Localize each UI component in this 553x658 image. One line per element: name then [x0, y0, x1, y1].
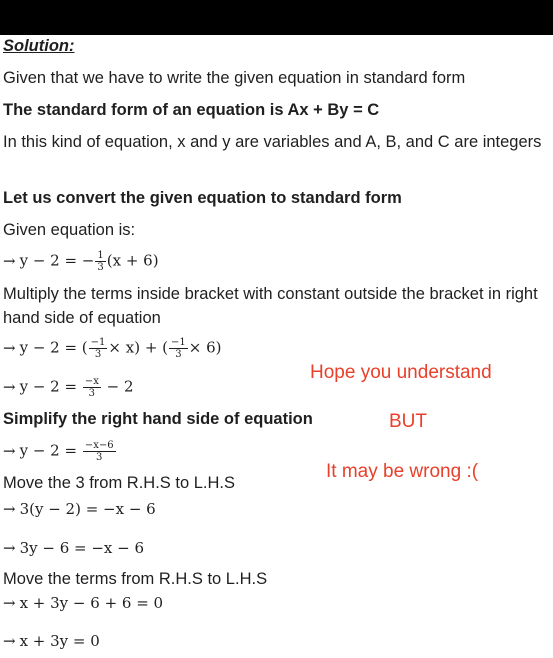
fraction-denominator: 3 — [175, 349, 182, 360]
arrow-icon: → — [3, 338, 16, 357]
fraction-numerator: −1 — [171, 337, 186, 348]
equation-1-rhs: (x + 6) — [106, 251, 159, 270]
fraction — [95, 250, 105, 273]
fraction-denominator: 3 — [97, 262, 104, 273]
equation-6-text: 3y − 6 = −x − 6 — [19, 539, 145, 557]
equation-3-lhs: y − 2 = — [19, 377, 78, 396]
equation-4 — [3, 440, 117, 463]
equation-3 — [3, 376, 134, 399]
equation-5 — [3, 500, 156, 518]
move-terms-text: Move the terms from R.H.S to L.H.S — [3, 570, 268, 588]
arrow-icon: → — [3, 539, 16, 557]
arrow-icon: → — [3, 251, 16, 270]
fraction-numerator: −x−6 — [84, 440, 114, 451]
fraction-denominator: 3 — [88, 388, 96, 399]
arrow-icon: → — [3, 500, 16, 518]
equation-8 — [3, 632, 100, 650]
move-three-text: Move the 3 from R.H.S to L.H.S — [3, 474, 235, 492]
arrow-icon: → — [3, 377, 16, 396]
equation-2 — [3, 337, 222, 360]
fraction — [89, 337, 108, 360]
wrong-annotation: It may be wrong :( — [326, 461, 479, 482]
equation-2-lhs: y − 2 = ( — [19, 338, 88, 357]
fraction — [169, 337, 188, 360]
convert-heading: Let us convert the given equation to standard form — [3, 189, 402, 207]
arrow-icon: → — [3, 441, 16, 460]
equation-1-lhs: y − 2 = − — [19, 251, 95, 270]
equation-5-text: 3(y − 2) = −x − 6 — [19, 500, 156, 518]
hope-annotation: Hope you understand — [310, 362, 492, 383]
arrow-icon: → — [3, 594, 16, 612]
equation-7 — [3, 594, 163, 612]
equation-2-mid: × x) + ( — [108, 338, 169, 357]
equation-7-text: x + 3y − 6 + 6 = 0 — [19, 594, 164, 612]
equation-1 — [3, 250, 159, 273]
arrow-icon: → — [3, 632, 16, 650]
equation-2-end: × 6) — [188, 338, 222, 357]
but-annotation: BUT — [389, 411, 427, 432]
standard-form-text: The standard form of an equation is Ax + By = C — [3, 101, 380, 119]
equation-8-text: x + 3y = 0 — [19, 632, 100, 650]
given-intro-text: Given that we have to write the given equation in standard form — [3, 69, 466, 87]
fraction — [83, 440, 116, 463]
fraction-numerator: −1 — [90, 337, 106, 348]
simplify-heading: Simplify the right hand side of equation — [3, 410, 313, 428]
fraction-denominator: 3 — [94, 349, 102, 360]
top-black-bar — [0, 0, 553, 35]
fraction-numerator: −x — [84, 376, 99, 387]
fraction-denominator: 3 — [96, 452, 103, 463]
solution-heading: Solution: — [3, 37, 75, 55]
fraction — [83, 376, 101, 399]
variables-note-text: In this kind of equation, x and y are variables and A, B, and C are integers — [3, 133, 542, 151]
equation-4-lhs: y − 2 = — [19, 441, 78, 460]
fraction-numerator: 1 — [97, 250, 104, 261]
given-equation-label: Given equation is: — [3, 221, 136, 239]
equation-6 — [3, 539, 144, 557]
multiply-note-text: Multiply the terms inside bracket with constant outside the bracket in right hand side of equation — [3, 285, 538, 327]
equation-3-rhs: − 2 — [106, 377, 134, 396]
